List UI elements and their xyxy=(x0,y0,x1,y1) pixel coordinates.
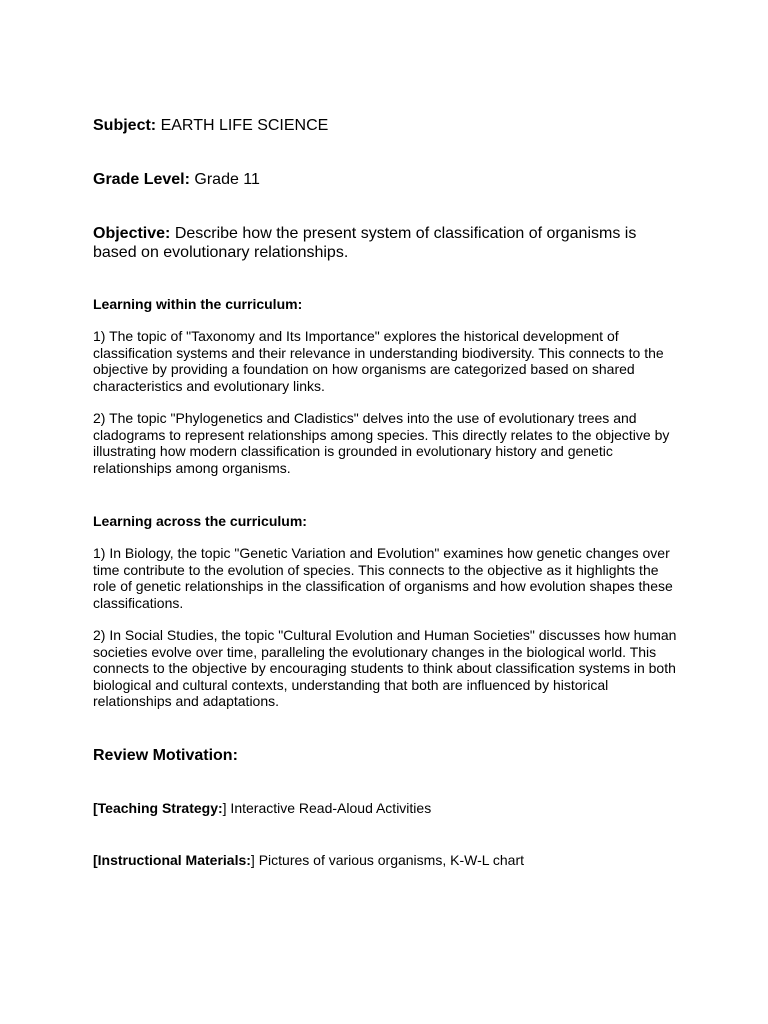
learning-within-item-2: 2) The topic "Phylogenetics and Cladistics" delves into the use of evolutionary trees and cladograms to represent relationships among species. This directly relates to the objective by illustrating how modern classification is grounded in evolutionary history and genetic relationships among organisms. xyxy=(93,410,670,476)
teaching-strategy-value: ] Interactive Read-Aloud Activities xyxy=(222,800,432,816)
instructional-materials-line xyxy=(93,852,683,869)
objective-line xyxy=(93,224,683,262)
grade-level-line xyxy=(93,170,683,189)
review-motivation-heading: Review Motivation: xyxy=(93,747,238,764)
subject-value: EARTH LIFE SCIENCE xyxy=(160,117,329,134)
teaching-strategy-line xyxy=(93,800,683,817)
learning-within-item-1: 1) The topic of "Taxonomy and Its Importance" explores the historical development of classification systems and their relevance in understanding biodiversity. This connects to the objective by providing a foundation on how organisms are categorized based on shared characteristics and evolutionary links. xyxy=(93,328,664,394)
instructional-materials-label: [Instructional Materials: xyxy=(93,852,251,868)
grade-level-label: Grade Level: xyxy=(93,171,190,188)
learning-across-heading: Learning across the curriculum: xyxy=(93,513,307,529)
subject-label: Subject: xyxy=(93,117,157,134)
objective-label: Objective: xyxy=(93,225,171,242)
learning-within-heading: Learning within the curriculum: xyxy=(93,296,303,312)
learning-across-item-2: 2) In Social Studies, the topic "Cultural Evolution and Human Societies" discusses how human societies evolve over time, paralleling the evolutionary changes in the biological world. This connects to the objective by encouraging students to think about classification systems in both biological and cultural contexts, understanding that both are influenced by historical relationships and adaptations. xyxy=(93,627,677,709)
grade-level-value: Grade 11 xyxy=(194,171,260,188)
instructional-materials-value: ] Pictures of various organisms, K-W-L chart xyxy=(250,852,525,868)
subject-line xyxy=(93,116,683,135)
teaching-strategy-label: [Teaching Strategy: xyxy=(93,800,223,816)
objective-value: Describe how the present system of classification of organisms is based on evolutionary relationships. xyxy=(93,225,637,261)
learning-across-item-1: 1) In Biology, the topic "Genetic Variation and Evolution" examines how genetic changes over time contribute to the evolution of species. This connects to the objective as it highlights the role of genetic relationships in the classification of organisms and how evolution shapes these classifications. xyxy=(93,545,673,611)
